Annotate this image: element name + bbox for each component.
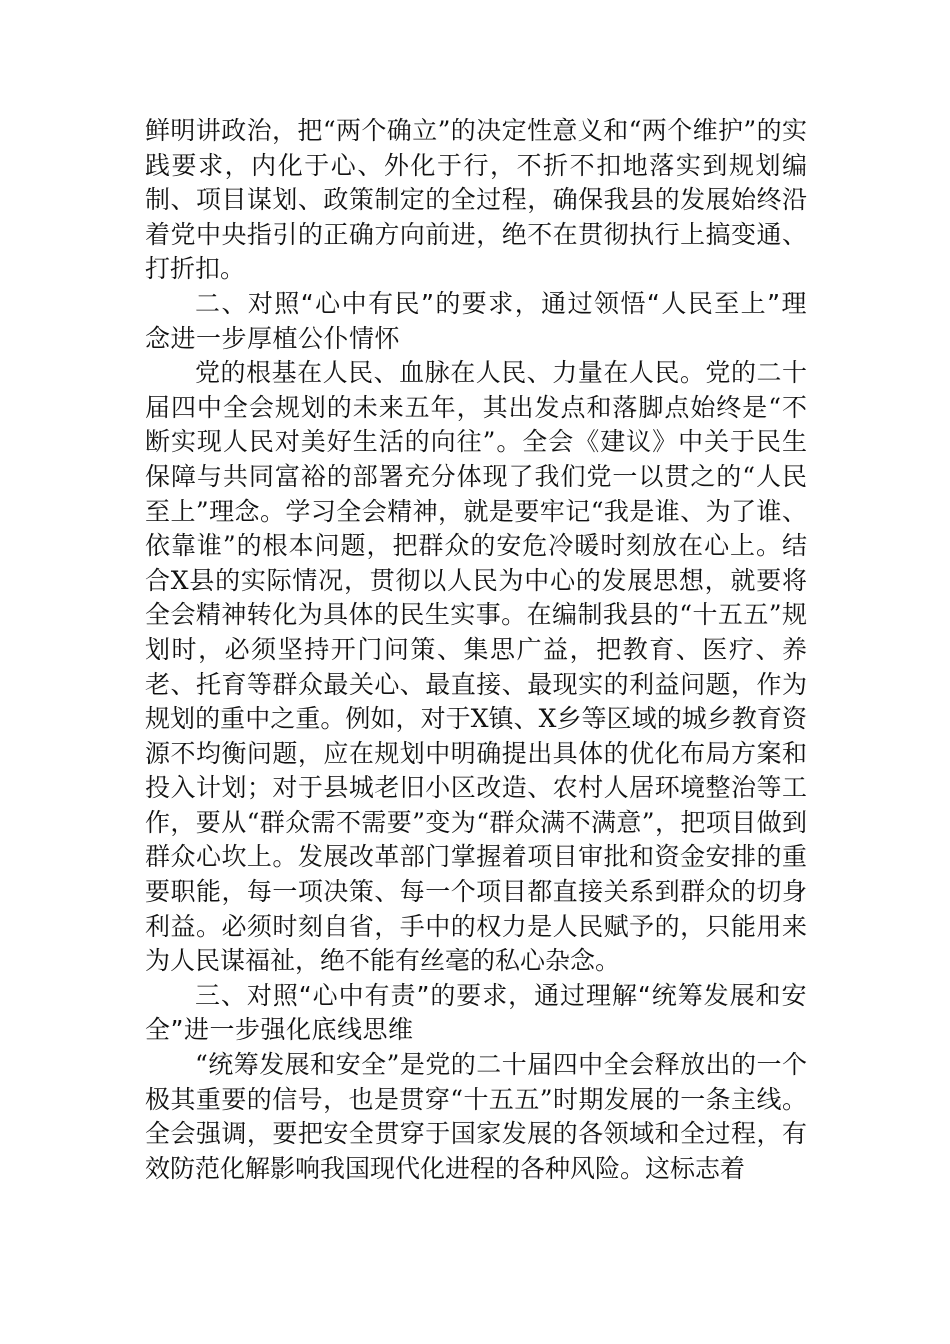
paragraph-section-3: “统筹发展和安全”是党的二十届四中全会释放出的一个极其重要的信号，也是贯穿“十五五”时期发展的一条主线。全会强调，要把安全贯穿于国家发展的各领域和全过程，有效防范化解影响我国现代化进程的各种风险。这标志着 [145,1050,807,1183]
section-heading-3: 三、对照“心中有责”的要求，通过理解“统筹发展和安全”进一步强化底线思维 [145,980,807,1045]
paragraph-continued: 鲜明讲政治，把“两个确立”的决定性意义和“两个维护”的实践要求，内化于心、外化于行，不折不扣地落实到规划编制、项目谋划、政策制定的全过程，确保我县的发展始终沿着党中央指引的正确方向前进，绝不在贯彻执行上搞变通、打折扣。 [145,116,807,284]
paragraph-section-2: 党的根基在人民、血脉在人民、力量在人民。党的二十届四中全会规划的未来五年，其出发点和落脚点始终是“不断实现人民对美好生活的向往”。全会《建议》中关于民生保障与共同富裕的部署充分体现了我们党一以贯之的“人民至上”理念。学习全会精神，就是要牢记“我是谁、为了谁、依靠谁”的根本问题，把群众的安危冷暖时刻放在心上。结合X县的实际情况，贯彻以人民为中心的发展思想，就要将全会精神转化为具体的民生实事。在编制我县的“十五五”规划时，必须坚持开门问策、集思广益，把教育、医疗、养老、托育等群众最关心、最直接、最现实的利益问题，作为规划的重中之重。例如，对于X镇、X乡等区域的城乡教育资源不均衡问题，应在规划中明确提出具体的优化布局方案和投入计划；对于县城老旧小区改造、农村人居环境整治等工作，要从“群众需不需要”变为“群众满不满意”，把项目做到群众心坎上。发展改革部门掌握着项目审批和资金安排的重要职能，每一项决策、每一个项目都直接关系到群众的切身利益。必须时刻自省，手中的权力是人民赋予的，只能用来为人民谋福祉，绝不能有丝毫的私心杂念。 [145,358,807,976]
document-body [145,114,807,1186]
section-heading-2: 二、对照“心中有民”的要求，通过领悟“人民至上”理念进一步厚植公仆情怀 [145,288,807,353]
